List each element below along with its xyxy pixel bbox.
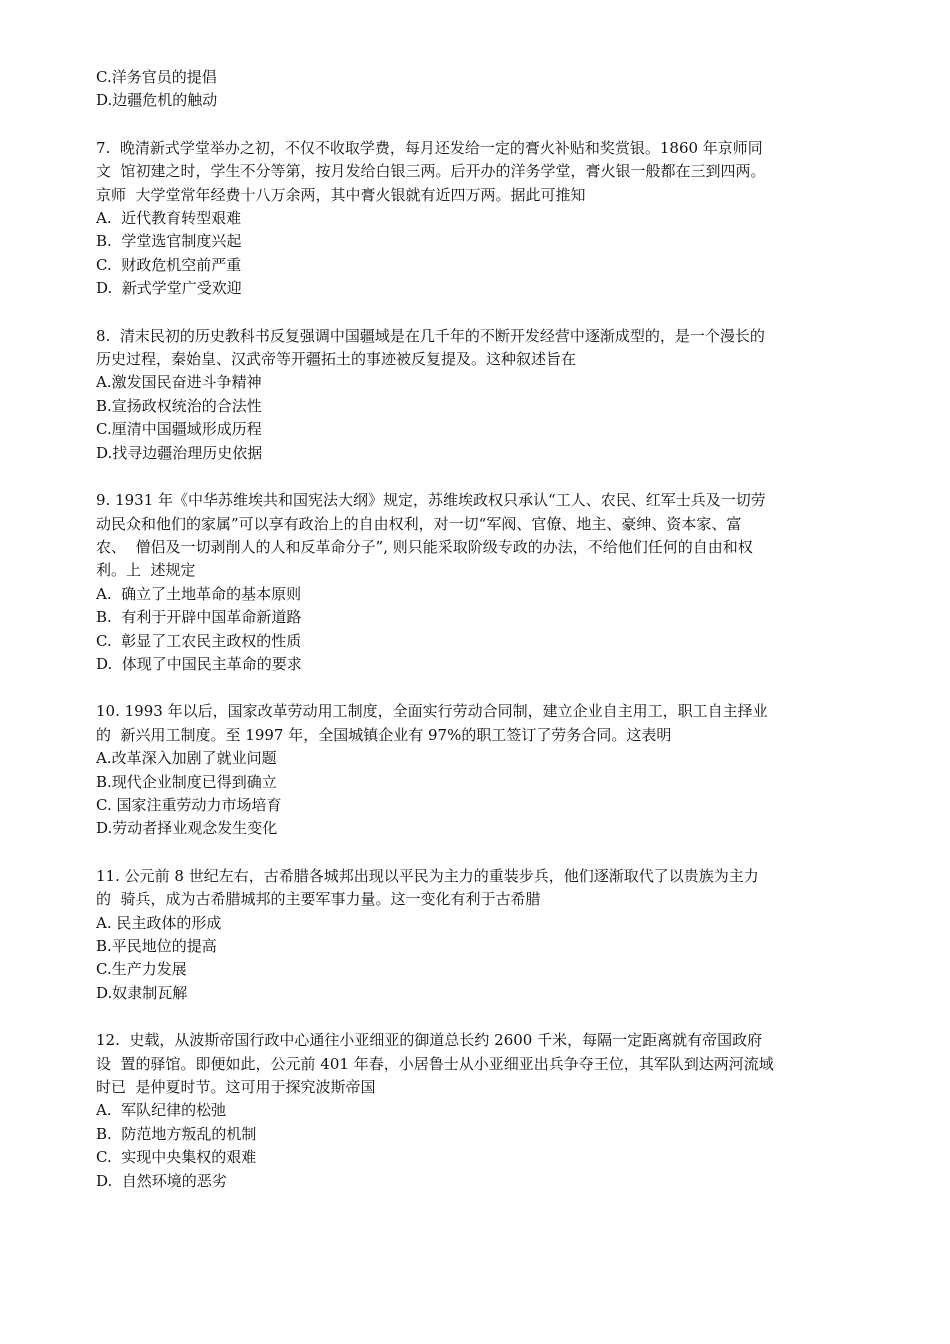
option-b: B. 学堂选官制度兴起 [96,232,242,251]
option-c: C. 实现中央集权的艰难 [96,1148,257,1167]
question-10 [96,700,856,840]
question-stem-line: 的 骑兵，成为古希腊城邦的主要军事力量。这一变化有利于古希腊 [96,890,541,909]
question-stem-line: 12. 史载，从波斯帝国行政中心通往小亚细亚的御道总长约 2600 千米，每隔一定距离就有帝国政府 [96,1031,763,1050]
option-a: A. 确立了土地革命的基本原则 [96,584,302,603]
question-8 [96,325,856,465]
question-stem-line: 京师 大学堂常年经费十八万余两，其中膏火银就有近四万两。据此可推知 [96,185,586,204]
option-a: A. 近代教育转型艰难 [96,209,242,228]
question-11 [96,865,856,1005]
option-b: B. 有利于开辟中国革命新道路 [96,608,302,627]
question-stem-line: 10. 1993 年以后，国家改革劳动用工制度，全面实行劳动合同制，建立企业自主用工，职工自主择业 [96,702,768,721]
option-d: D. 体现了中国民主革命的要求 [96,654,302,673]
exam-page [96,66,856,1193]
question-stem-line: 文 馆初建之时，学生不分等第，按月发给白银三两。后开办的洋务学堂，膏火银一般都在三到四两。 [96,162,766,181]
question-stem-line: 7. 晚清新式学堂举办之初，不仅不收取学费，每月还发给一定的膏火补贴和奖赏银。1860 年京师同 [96,138,763,157]
question-stem-line: 的 新兴用工制度。至 1997 年，全国城镇企业有 97%的职工签订了劳务合同。这表明 [96,725,672,744]
option-b: B.平民地位的提高 [96,937,217,955]
question-stem-line: 动民众和他们的家属”可以享有政治上的自由权利，对一切“军阀、官僚、地主、豪绅、资本家、富 [96,514,742,533]
option-a: A. 民主政体的形成 [96,913,222,932]
option-b: B. 防范地方叛乱的机制 [96,1124,257,1143]
option-b: B.现代企业制度已得到确立 [96,772,277,791]
option-b: B.宣扬政权统治的合法性 [96,396,262,415]
question-9 [96,489,856,676]
option-d: D.找寻边疆治理历史依据 [96,443,263,462]
question-stem-line: 历史过程，秦始皇、汉武帝等开疆拓土的事迹被反复提及。这种叙述旨在 [96,350,577,369]
question-stem-line: 设 置的驿馆。即便如此，公元前 401 年春，小居鲁士从小亚细亚出兵争夺王位，其军队到达两河流域 [96,1054,774,1073]
option-c: C. 彰显了工农民主政权的性质 [96,631,302,650]
option-d: D.奴隶制瓦解 [96,983,188,1002]
question-stem-line: 时已 是仲夏时节。这可用于探究波斯帝国 [96,1078,376,1097]
option-c: C. 财政危机空前严重 [96,255,242,274]
question-stem-line: 9. 1931 年《中华苏维埃共和国宪法大纲》规定，苏维埃政权只承认“工人、农民、红军士兵及一切劳 [96,491,766,510]
question-stem-line: 8. 清末民初的历史教科书反复强调中国疆域是在几千年的不断开发经营中逐渐成型的，是一个漫长的 [96,326,765,345]
option-d: D. 新式学堂广受欢迎 [96,279,242,298]
option-a: A.改革深入加剧了就业问题 [96,749,277,768]
option-d: D. 自然环境的恶劣 [96,1171,227,1190]
option-c: C.厘清中国疆域形成历程 [96,420,262,439]
question-7 [96,137,856,301]
question-stem-line: 11. 公元前 8 世纪左右，古希腊各城邦出现以平民为主力的重装步兵，他们逐渐取代了以贵族为主力 [96,866,759,885]
option-a: A.激发国民奋进斗争精神 [96,373,262,392]
question-stem-line: 农、 僧侣及一切剥削人的人和反革命分子”, 则只能采取阶级专政的办法，不给他们任何的自由和权 [96,537,753,556]
question-6-tail [96,66,856,113]
option-d: D.劳动者择业观念发生变化 [96,819,278,838]
option-a: A. 军队纪律的松弛 [96,1101,227,1120]
question-12 [96,1029,856,1193]
option-c: C.生产力发展 [96,960,187,979]
question-stem-line: 利。上 述规定 [96,561,196,580]
option-c: C.洋务官员的提倡 [96,68,217,86]
option-c: C. 国家注重劳动力市场培育 [96,795,282,814]
option-d: D.边疆危机的触动 [96,91,218,110]
